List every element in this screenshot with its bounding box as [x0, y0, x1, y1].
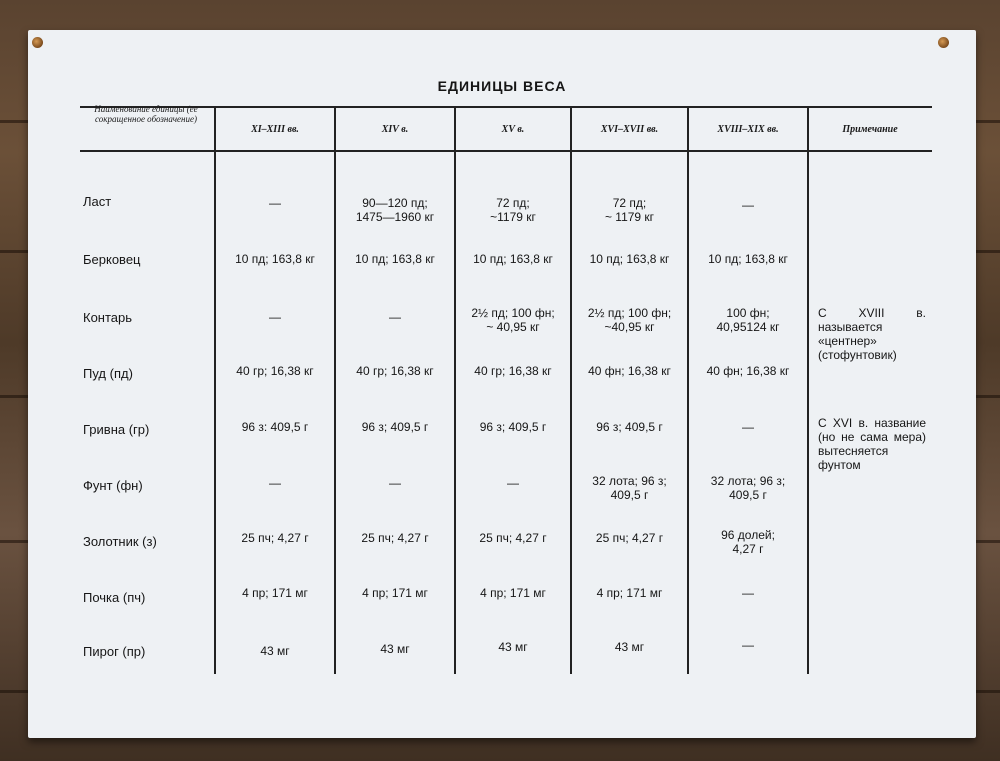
row-label-last: Ласт — [83, 194, 112, 209]
table-cell: 40 гр; 16,38 кг — [356, 364, 434, 378]
note-grivna: С XVI в. название (но не сама мера) вытесняется фунтом — [818, 416, 926, 472]
table-cell: 43 мг — [260, 644, 290, 658]
table-cell: 96 долей; 4,27 г — [721, 528, 775, 556]
table-cell: — — [269, 196, 281, 210]
table-cell: 2½ пд; 100 фн; ~40,95 кг — [587, 306, 672, 334]
table-cell: 100 фн; 40,95124 кг — [716, 306, 780, 334]
table-cell: — — [507, 476, 519, 490]
table-cell: 10 пд; 163,8 кг — [473, 252, 553, 266]
table-cell: 2½ пд; 100 фн; ~ 40,95 кг — [471, 306, 555, 334]
row-label-funt: Фунт (фн) — [83, 478, 143, 493]
screw-icon — [32, 37, 43, 48]
row-label-zolotnik: Золотник (з) — [83, 534, 157, 549]
table-cell: 43 мг — [498, 640, 528, 654]
table-cell: 10 пд; 163,8 кг — [355, 252, 435, 266]
table-cell: 25 пч; 4,27 г — [595, 531, 664, 545]
table-cell: 4 пр; 171 мг — [596, 586, 663, 600]
sign-board — [28, 30, 976, 738]
row-label-pud: Пуд (пд) — [83, 366, 133, 381]
header-top-rule — [80, 106, 932, 108]
table-cell: 10 пд; 163,8 кг — [589, 252, 670, 266]
row-label-grivna: Гривна (гр) — [83, 422, 150, 437]
table-cell: — — [269, 476, 281, 490]
header-bottom-rule — [80, 150, 932, 152]
table-cell: 10 пд; 163,8 кг — [708, 252, 788, 266]
row-label-pirog: Пирог (пр) — [83, 644, 146, 659]
row-label-pochka: Почка (пч) — [83, 590, 146, 605]
header-note: Примечание — [842, 124, 898, 135]
table-cell: — — [389, 310, 401, 324]
column-divider — [807, 106, 809, 674]
header-century-18-19: XVIII–XIX вв. — [717, 124, 779, 135]
row-label-kontar: Контарь — [83, 310, 133, 325]
table-cell: — — [742, 198, 754, 212]
header-century-11-13: XI–XIII вв. — [251, 124, 299, 135]
table-cell: 4 пр; 171 мг — [362, 586, 428, 600]
table-cell: 96 з; 409,5 г — [479, 420, 547, 434]
table-cell: 32 лота; 96 з; 409,5 г — [592, 474, 667, 502]
table-cell: 25 пч; 4,27 г — [361, 531, 429, 545]
table-cell: 4 пр; 171 мг — [480, 586, 546, 600]
table-title: ЕДИНИЦЫ ВЕСА — [437, 78, 567, 94]
table-cell: 72 пд; ~ 1179 кг — [604, 196, 655, 224]
table-cell: — — [742, 586, 754, 600]
table-cell: — — [742, 638, 754, 652]
table-cell: — — [389, 476, 401, 490]
table-cell: — — [269, 310, 281, 324]
table-cell: 96 з; 409,5 г — [596, 420, 663, 434]
note-kontar: С XVIII в. называется «центнер» (стофунтовик) — [818, 306, 926, 362]
table-cell: 40 гр; 16,38 кг — [474, 364, 552, 378]
header-century-14: XIV в. — [381, 124, 409, 135]
table-cell: 40 фн; 16,38 кг — [706, 364, 790, 378]
table-cell: 72 пд; ~1179 кг — [490, 196, 536, 224]
table-cell: 43 мг — [614, 640, 645, 654]
table-cell: 32 лота; 96 з; 409,5 г — [710, 474, 786, 502]
table-cell: 40 гр; 16,38 кг — [236, 364, 314, 378]
table-cell: 96 з: 409,5 г — [241, 420, 309, 434]
table-cell: — — [742, 420, 754, 434]
header-century-16-17: XVI–XVII вв. — [600, 124, 659, 135]
table-cell: 43 мг — [380, 642, 410, 656]
table-cell: 10 пд; 163,8 кг — [235, 252, 315, 266]
header-unit-name: Наименование единицы (ее сокращенное обозначение) — [94, 104, 198, 124]
table-cell: 25 пч; 4,27 г — [479, 531, 547, 545]
table-cell: 25 пч; 4,27 г — [241, 531, 309, 545]
row-label-berkovets: Берковец — [83, 252, 141, 267]
table-cell: 90—120 пд; 1475—1960 кг — [355, 196, 435, 224]
header-century-15: XV в. — [501, 124, 525, 135]
screw-icon — [938, 37, 949, 48]
table-cell: 96 з; 409,5 г — [361, 420, 429, 434]
table-cell: 4 пр; 171 мг — [242, 586, 308, 600]
table-cell: 40 фн; 16,38 кг — [588, 364, 671, 378]
